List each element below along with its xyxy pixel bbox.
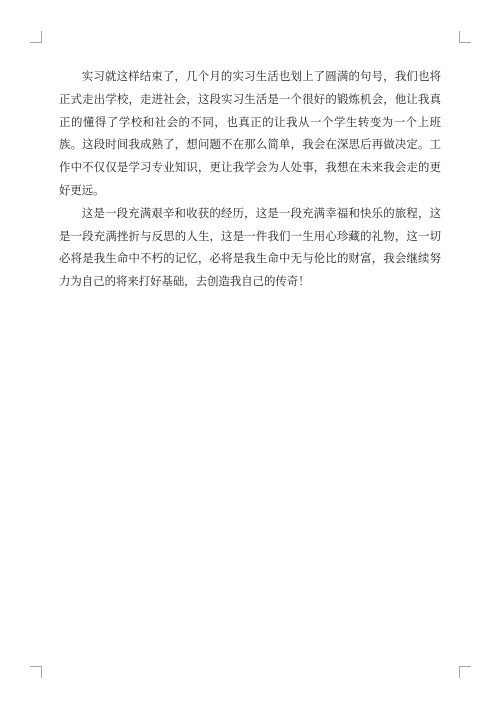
top-left-crop-mark bbox=[30, 31, 42, 43]
paragraph-1: 实习就这样结束了，几个月的实习生活也划上了圆满的句号，我们也将正式走出学校，走进社会，这段实习生活是一个很好的锻炼机会，他让我真正的懂得了学校和社会的不同，也真正的让我从一个学生转变为一个上班族。这段时间我成熟了，想问题不在那么简单，我会在深思后再做决定。工作中不仅仅是学习专业知识，更让我学会为人处事，我想在未来我会走的更好更远。 bbox=[59, 69, 441, 197]
paragraph-2: 这是一段充满艰辛和收获的经历，这是一段充满幸福和快乐的旅程，这是一段充满挫折与反思的人生，这是一件我们一生用心珍藏的礼物，这一切必将是我生命中不朽的记忆，必将是我生命中无与伦比的财富，我会继续努力为自己的将来打好基础，去创造我自己的传奇！ bbox=[59, 205, 441, 289]
bottom-left-crop-mark bbox=[30, 666, 42, 678]
top-right-crop-mark bbox=[459, 31, 471, 43]
bottom-right-crop-mark bbox=[459, 666, 471, 678]
document-body bbox=[59, 65, 441, 293]
